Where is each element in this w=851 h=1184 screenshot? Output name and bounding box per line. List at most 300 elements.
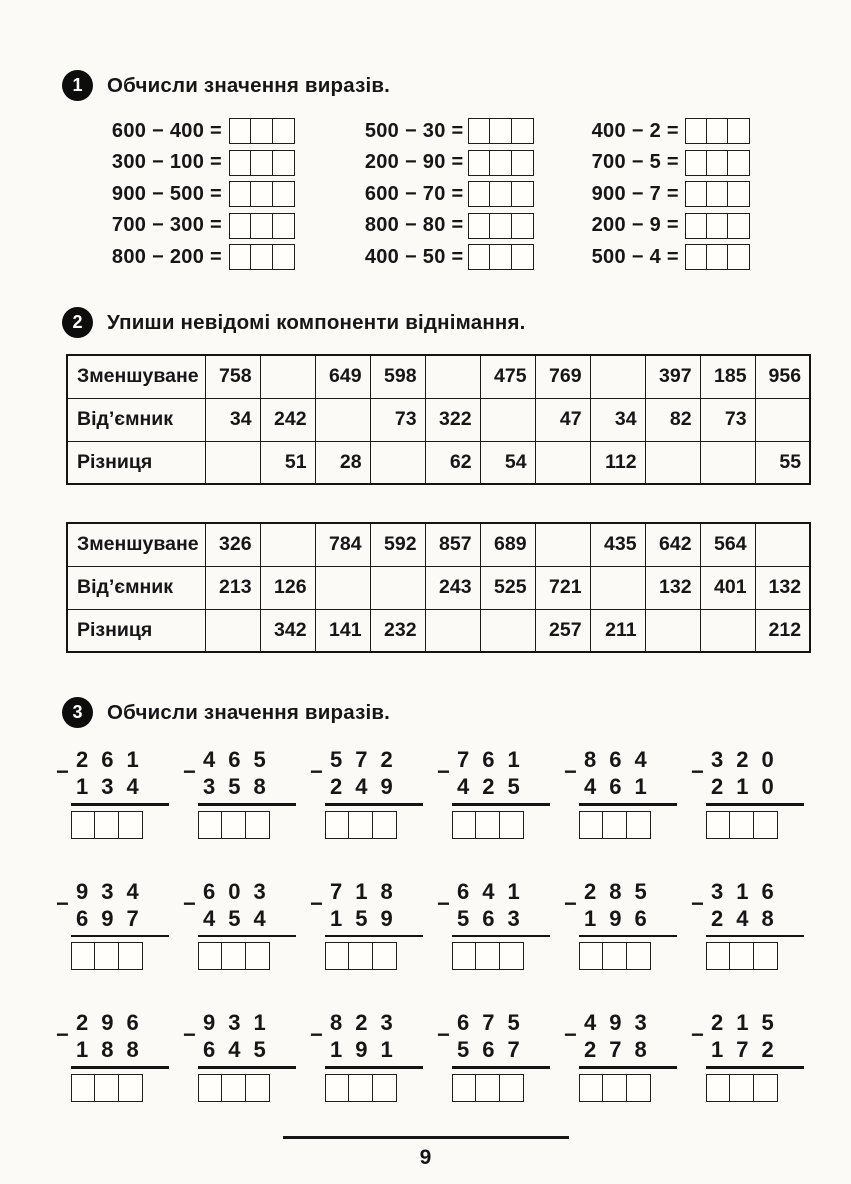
table-blank-cell[interactable] bbox=[260, 523, 315, 566]
subtrahend-digits: 567 bbox=[457, 1037, 533, 1063]
minuend-digits: 823 bbox=[330, 1010, 406, 1036]
answer-cell[interactable] bbox=[229, 244, 252, 270]
answer-cell[interactable] bbox=[489, 244, 512, 270]
subtraction-exercise bbox=[365, 243, 534, 271]
answer-cell[interactable] bbox=[372, 811, 397, 839]
minus-sign: − bbox=[183, 1022, 196, 1048]
answer-box[interactable] bbox=[685, 118, 751, 144]
answer-cell[interactable] bbox=[626, 1074, 651, 1102]
expression-text: 200 − 90 = bbox=[364, 151, 464, 173]
answer-cell[interactable] bbox=[198, 811, 223, 839]
table-value-cell: 721 bbox=[535, 566, 590, 609]
answer-cell[interactable] bbox=[489, 118, 512, 144]
answer-box[interactable] bbox=[229, 181, 295, 207]
equals-line bbox=[325, 1066, 423, 1069]
answer-box[interactable] bbox=[452, 942, 524, 970]
answer-box[interactable] bbox=[71, 811, 143, 839]
answer-cell[interactable] bbox=[250, 150, 273, 176]
table-blank-cell[interactable] bbox=[480, 398, 535, 441]
answer-box[interactable] bbox=[71, 1074, 143, 1102]
answer-cell[interactable] bbox=[706, 213, 729, 239]
task-1-column-3 bbox=[592, 117, 751, 271]
row-label-difference: Різниця bbox=[67, 441, 205, 484]
task-2-number-badge: 2 bbox=[62, 307, 93, 338]
answer-cell[interactable] bbox=[727, 213, 750, 239]
minus-sign: − bbox=[310, 1022, 323, 1048]
column-subtraction-exercise bbox=[310, 878, 437, 976]
table-value-cell: 758 bbox=[205, 355, 260, 398]
minuend-digits: 261 bbox=[76, 747, 152, 772]
answer-box[interactable] bbox=[579, 942, 651, 970]
table-blank-cell[interactable] bbox=[645, 441, 700, 484]
answer-box[interactable] bbox=[468, 150, 534, 176]
equals-line bbox=[452, 803, 550, 806]
answer-cell[interactable] bbox=[475, 1074, 500, 1102]
answer-cell[interactable] bbox=[489, 181, 512, 207]
answer-cell[interactable] bbox=[579, 942, 604, 970]
minuend-digits: 572 bbox=[330, 747, 406, 772]
table-row-minuend bbox=[67, 355, 810, 398]
answer-cell[interactable] bbox=[468, 150, 491, 176]
task-2-tables bbox=[0, 354, 851, 653]
answer-cell[interactable] bbox=[229, 150, 252, 176]
answer-cell[interactable] bbox=[221, 811, 246, 839]
expression-text: 700 − 5 = bbox=[591, 151, 679, 173]
answer-cell[interactable] bbox=[602, 942, 627, 970]
minuend-digits: 215 bbox=[711, 1010, 787, 1036]
table-value-cell: 126 bbox=[260, 566, 315, 609]
minus-sign: − bbox=[56, 759, 69, 784]
table-value-cell: 242 bbox=[260, 398, 315, 441]
task-3-header bbox=[62, 697, 851, 728]
answer-cell[interactable] bbox=[753, 942, 778, 970]
equals-line bbox=[71, 935, 169, 938]
column-subtraction-exercise bbox=[437, 746, 564, 844]
column-subtraction-exercise bbox=[564, 746, 691, 844]
answer-cell[interactable] bbox=[727, 181, 750, 207]
task-2-title: Упиши невідомі компоненти віднімання. bbox=[107, 310, 526, 334]
answer-box[interactable] bbox=[468, 181, 534, 207]
table-blank-cell[interactable] bbox=[700, 441, 755, 484]
answer-box[interactable] bbox=[685, 213, 751, 239]
minus-sign: − bbox=[437, 1022, 450, 1048]
table-value-cell: 592 bbox=[370, 523, 425, 566]
footer-divider-line bbox=[283, 1136, 569, 1139]
answer-box[interactable] bbox=[198, 811, 270, 839]
table-value-cell: 211 bbox=[590, 609, 645, 652]
answer-box[interactable] bbox=[579, 811, 651, 839]
answer-box[interactable] bbox=[325, 811, 397, 839]
answer-cell[interactable] bbox=[250, 181, 273, 207]
table-value-cell: 525 bbox=[480, 566, 535, 609]
minus-sign: − bbox=[56, 1022, 69, 1048]
expression-text: 500 − 30 = bbox=[364, 119, 464, 142]
column-subtraction-exercise bbox=[310, 746, 437, 844]
task-3-number-badge: 3 bbox=[62, 697, 93, 728]
table-blank-cell[interactable] bbox=[315, 566, 370, 609]
answer-cell[interactable] bbox=[727, 244, 750, 270]
task-1-section bbox=[0, 0, 851, 271]
answer-cell[interactable] bbox=[626, 942, 651, 970]
table-value-cell: 689 bbox=[480, 523, 535, 566]
answer-cell[interactable] bbox=[250, 213, 273, 239]
answer-cell[interactable] bbox=[245, 942, 270, 970]
answer-cell[interactable] bbox=[685, 181, 708, 207]
table-row-minuend bbox=[67, 523, 810, 566]
answer-cell[interactable] bbox=[753, 1074, 778, 1102]
answer-box[interactable] bbox=[229, 213, 295, 239]
answer-cell[interactable] bbox=[229, 181, 252, 207]
answer-cell[interactable] bbox=[706, 1074, 731, 1102]
answer-cell[interactable] bbox=[372, 1074, 397, 1102]
column-subtraction-exercise bbox=[691, 878, 818, 976]
answer-box[interactable] bbox=[579, 1074, 651, 1102]
minuend-digits: 465 bbox=[203, 747, 279, 772]
task-1-column-1 bbox=[72, 117, 295, 271]
subtrahend-digits: 172 bbox=[711, 1037, 787, 1063]
answer-cell[interactable] bbox=[499, 811, 524, 839]
table-value-cell: 55 bbox=[755, 441, 810, 484]
answer-cell[interactable] bbox=[475, 811, 500, 839]
answer-cell[interactable] bbox=[71, 1074, 96, 1102]
column-subtraction-exercise bbox=[691, 1009, 818, 1107]
answer-box[interactable] bbox=[468, 213, 534, 239]
table-blank-cell[interactable] bbox=[590, 566, 645, 609]
table-blank-cell[interactable] bbox=[425, 609, 480, 652]
answer-cell[interactable] bbox=[468, 213, 491, 239]
subtraction-exercise bbox=[592, 212, 751, 240]
minuend-digits: 864 bbox=[584, 747, 660, 772]
subtrahend-digits: 645 bbox=[203, 1037, 279, 1063]
table-blank-cell[interactable] bbox=[205, 609, 260, 652]
answer-cell[interactable] bbox=[71, 811, 96, 839]
answer-cell[interactable] bbox=[685, 244, 708, 270]
subtraction-exercise bbox=[365, 149, 534, 177]
answer-box[interactable] bbox=[706, 811, 778, 839]
answer-cell[interactable] bbox=[468, 244, 491, 270]
table-blank-cell[interactable] bbox=[755, 523, 810, 566]
answer-box[interactable] bbox=[198, 942, 270, 970]
answer-cell[interactable] bbox=[706, 150, 729, 176]
table-value-cell: 34 bbox=[205, 398, 260, 441]
answer-cell[interactable] bbox=[118, 811, 143, 839]
answer-cell[interactable] bbox=[272, 181, 295, 207]
answer-cell[interactable] bbox=[245, 811, 270, 839]
subtraction-exercise bbox=[72, 212, 295, 240]
expression-text: 500 − 4 = bbox=[591, 245, 679, 268]
expression-text: 900 − 7 = bbox=[591, 182, 679, 205]
equals-line bbox=[579, 803, 677, 806]
row-label-minuend: Зменшуване bbox=[67, 523, 205, 566]
answer-cell[interactable] bbox=[579, 811, 604, 839]
answer-cell[interactable] bbox=[685, 118, 708, 144]
table-row-subtrahend bbox=[67, 398, 810, 441]
table-value-cell: 185 bbox=[700, 355, 755, 398]
minus-sign: − bbox=[691, 890, 704, 916]
answer-box[interactable] bbox=[229, 118, 295, 144]
minus-sign: − bbox=[437, 759, 450, 784]
expression-text: 300 − 100 = bbox=[111, 151, 222, 173]
answer-box[interactable] bbox=[229, 244, 295, 270]
table-value-cell: 322 bbox=[425, 398, 480, 441]
column-subtraction-exercise bbox=[183, 746, 310, 844]
answer-cell[interactable] bbox=[729, 811, 754, 839]
task-1-title: Обчисли значення виразів. bbox=[107, 73, 391, 97]
subtraction-exercise bbox=[72, 149, 295, 177]
task-1-column-2 bbox=[365, 117, 534, 271]
subtrahend-digits: 134 bbox=[76, 774, 152, 799]
answer-cell[interactable] bbox=[71, 942, 96, 970]
answer-cell[interactable] bbox=[348, 811, 373, 839]
answer-box[interactable] bbox=[706, 942, 778, 970]
minuend-digits: 285 bbox=[584, 878, 660, 904]
table-blank-cell[interactable] bbox=[205, 441, 260, 484]
equals-line bbox=[198, 935, 296, 938]
table-blank-cell[interactable] bbox=[370, 566, 425, 609]
page-number: 9 bbox=[419, 1146, 432, 1169]
table-blank-cell[interactable] bbox=[370, 441, 425, 484]
equals-line bbox=[452, 935, 550, 938]
answer-cell[interactable] bbox=[325, 942, 350, 970]
answer-cell[interactable] bbox=[229, 118, 252, 144]
task-3-title: Обчисли значення виразів. bbox=[107, 700, 391, 724]
answer-cell[interactable] bbox=[489, 150, 512, 176]
answer-box[interactable] bbox=[468, 118, 534, 144]
answer-box[interactable] bbox=[325, 942, 397, 970]
answer-cell[interactable] bbox=[468, 118, 491, 144]
expression-text: 800 − 80 = bbox=[364, 214, 464, 236]
task-3-section bbox=[0, 697, 851, 1107]
table-blank-cell[interactable] bbox=[425, 355, 480, 398]
table-value-cell: 475 bbox=[480, 355, 535, 398]
table-blank-cell[interactable] bbox=[700, 609, 755, 652]
subtrahend-digits: 248 bbox=[711, 905, 787, 931]
answer-cell[interactable] bbox=[511, 118, 534, 144]
answer-cell[interactable] bbox=[198, 1074, 223, 1102]
answer-cell[interactable] bbox=[499, 1074, 524, 1102]
answer-cell[interactable] bbox=[250, 118, 273, 144]
answer-cell[interactable] bbox=[727, 118, 750, 144]
equals-line bbox=[452, 1066, 550, 1069]
table-value-cell: 326 bbox=[205, 523, 260, 566]
equals-line bbox=[706, 1066, 804, 1069]
table-blank-cell[interactable] bbox=[260, 355, 315, 398]
minuend-digits: 493 bbox=[584, 1010, 660, 1036]
answer-cell[interactable] bbox=[706, 244, 729, 270]
answer-box[interactable] bbox=[229, 150, 295, 176]
table-blank-cell[interactable] bbox=[535, 523, 590, 566]
answer-cell[interactable] bbox=[325, 811, 350, 839]
answer-cell[interactable] bbox=[602, 1074, 627, 1102]
column-subtraction-exercise bbox=[437, 1009, 564, 1107]
table-row-difference bbox=[67, 609, 810, 652]
minuend-digits: 761 bbox=[457, 747, 533, 772]
answer-cell[interactable] bbox=[468, 181, 491, 207]
subtraction-exercise bbox=[72, 243, 295, 271]
answer-box[interactable] bbox=[685, 244, 751, 270]
expression-text: 400 − 2 = bbox=[591, 119, 679, 142]
task-1-number-badge: 1 bbox=[62, 70, 93, 101]
table-blank-cell[interactable] bbox=[535, 441, 590, 484]
column-subtraction-exercise bbox=[56, 1009, 183, 1107]
table-value-cell: 132 bbox=[755, 566, 810, 609]
minuend-digits: 931 bbox=[203, 1010, 279, 1036]
answer-box[interactable] bbox=[706, 1074, 778, 1102]
answer-cell[interactable] bbox=[727, 150, 750, 176]
subtrahend-digits: 188 bbox=[76, 1037, 152, 1063]
equals-line bbox=[198, 803, 296, 806]
table-value-cell: 956 bbox=[755, 355, 810, 398]
subtraction-exercise bbox=[72, 117, 295, 145]
answer-cell[interactable] bbox=[94, 811, 119, 839]
subtrahend-digits: 159 bbox=[330, 905, 406, 931]
equals-line bbox=[71, 1066, 169, 1069]
equals-line bbox=[579, 935, 677, 938]
expression-text: 400 − 50 = bbox=[364, 245, 464, 268]
subtraction-exercise bbox=[592, 180, 751, 208]
answer-cell[interactable] bbox=[229, 213, 252, 239]
table-value-cell: 232 bbox=[370, 609, 425, 652]
table-value-cell: 112 bbox=[590, 441, 645, 484]
table-value-cell: 82 bbox=[645, 398, 700, 441]
answer-cell[interactable] bbox=[706, 942, 731, 970]
table-value-cell: 212 bbox=[755, 609, 810, 652]
answer-cell[interactable] bbox=[272, 150, 295, 176]
components-table-1 bbox=[66, 354, 811, 485]
answer-cell[interactable] bbox=[272, 118, 295, 144]
equals-line bbox=[325, 803, 423, 806]
answer-cell[interactable] bbox=[221, 1074, 246, 1102]
answer-cell[interactable] bbox=[250, 244, 273, 270]
expression-text: 200 − 9 = bbox=[591, 214, 679, 236]
table-value-cell: 73 bbox=[370, 398, 425, 441]
column-subtraction-exercise bbox=[691, 746, 818, 844]
equals-line bbox=[71, 803, 169, 806]
minuend-digits: 320 bbox=[711, 747, 787, 772]
row-label-minuend: Зменшуване bbox=[67, 355, 205, 398]
table-blank-cell[interactable] bbox=[315, 398, 370, 441]
table-value-cell: 598 bbox=[370, 355, 425, 398]
answer-cell[interactable] bbox=[198, 942, 223, 970]
table-value-cell: 564 bbox=[700, 523, 755, 566]
table-value-cell: 28 bbox=[315, 441, 370, 484]
answer-cell[interactable] bbox=[325, 1074, 350, 1102]
table-blank-cell[interactable] bbox=[645, 609, 700, 652]
task-2-header bbox=[62, 307, 851, 338]
minus-sign: − bbox=[183, 759, 196, 784]
answer-box[interactable] bbox=[325, 1074, 397, 1102]
answer-cell[interactable] bbox=[94, 942, 119, 970]
answer-box[interactable] bbox=[198, 1074, 270, 1102]
minus-sign: − bbox=[437, 890, 450, 916]
answer-cell[interactable] bbox=[685, 150, 708, 176]
equals-line bbox=[706, 935, 804, 938]
table-value-cell: 47 bbox=[535, 398, 590, 441]
expression-text: 600 − 70 = bbox=[364, 182, 464, 205]
answer-cell[interactable] bbox=[272, 213, 295, 239]
equals-line bbox=[198, 1066, 296, 1069]
table-row-subtrahend bbox=[67, 566, 810, 609]
answer-cell[interactable] bbox=[94, 1074, 119, 1102]
subtrahend-digits: 191 bbox=[330, 1037, 406, 1063]
table-value-cell: 642 bbox=[645, 523, 700, 566]
minus-sign: − bbox=[183, 890, 196, 916]
minuend-digits: 718 bbox=[330, 878, 406, 904]
answer-box[interactable] bbox=[468, 244, 534, 270]
minus-sign: − bbox=[56, 890, 69, 916]
minus-sign: − bbox=[691, 759, 704, 784]
minus-sign: − bbox=[564, 759, 577, 784]
answer-box[interactable] bbox=[452, 1074, 524, 1102]
answer-box[interactable] bbox=[685, 181, 751, 207]
table-value-cell: 141 bbox=[315, 609, 370, 652]
answer-cell[interactable] bbox=[348, 1074, 373, 1102]
answer-cell[interactable] bbox=[452, 1074, 477, 1102]
answer-cell[interactable] bbox=[706, 118, 729, 144]
answer-cell[interactable] bbox=[626, 811, 651, 839]
answer-box[interactable] bbox=[452, 811, 524, 839]
answer-cell[interactable] bbox=[511, 244, 534, 270]
answer-cell[interactable] bbox=[729, 942, 754, 970]
components-table-2 bbox=[66, 522, 811, 653]
answer-cell[interactable] bbox=[579, 1074, 604, 1102]
answer-cell[interactable] bbox=[348, 942, 373, 970]
answer-cell[interactable] bbox=[511, 213, 534, 239]
table-blank-cell[interactable] bbox=[590, 355, 645, 398]
expression-text: 600 − 400 = bbox=[111, 119, 222, 142]
answer-box[interactable] bbox=[71, 942, 143, 970]
answer-cell[interactable] bbox=[511, 181, 534, 207]
table-blank-cell[interactable] bbox=[755, 398, 810, 441]
task-3-exercise-grid bbox=[0, 746, 851, 1107]
task-3-row-3 bbox=[56, 1009, 851, 1107]
answer-cell[interactable] bbox=[118, 942, 143, 970]
answer-cell[interactable] bbox=[685, 213, 708, 239]
column-subtraction-exercise bbox=[56, 746, 183, 844]
answer-cell[interactable] bbox=[452, 811, 477, 839]
answer-cell[interactable] bbox=[499, 942, 524, 970]
table-value-cell: 784 bbox=[315, 523, 370, 566]
page-footer bbox=[0, 1136, 851, 1170]
table-value-cell: 857 bbox=[425, 523, 480, 566]
answer-box[interactable] bbox=[685, 150, 751, 176]
answer-cell[interactable] bbox=[511, 150, 534, 176]
answer-cell[interactable] bbox=[245, 1074, 270, 1102]
equals-line bbox=[325, 935, 423, 938]
answer-cell[interactable] bbox=[272, 244, 295, 270]
answer-cell[interactable] bbox=[372, 942, 397, 970]
table-blank-cell[interactable] bbox=[480, 609, 535, 652]
answer-cell[interactable] bbox=[602, 811, 627, 839]
answer-cell[interactable] bbox=[221, 942, 246, 970]
answer-cell[interactable] bbox=[475, 942, 500, 970]
task-3-row-1 bbox=[56, 746, 851, 844]
answer-cell[interactable] bbox=[489, 213, 512, 239]
answer-cell[interactable] bbox=[452, 942, 477, 970]
answer-cell[interactable] bbox=[729, 1074, 754, 1102]
column-subtraction-exercise bbox=[183, 1009, 310, 1107]
subtraction-exercise bbox=[592, 243, 751, 271]
table-value-cell: 649 bbox=[315, 355, 370, 398]
column-subtraction-exercise bbox=[437, 878, 564, 976]
answer-cell[interactable] bbox=[706, 181, 729, 207]
answer-cell[interactable] bbox=[118, 1074, 143, 1102]
table-value-cell: 62 bbox=[425, 441, 480, 484]
column-subtraction-exercise bbox=[564, 878, 691, 976]
table-value-cell: 769 bbox=[535, 355, 590, 398]
answer-cell[interactable] bbox=[753, 811, 778, 839]
answer-cell[interactable] bbox=[706, 811, 731, 839]
